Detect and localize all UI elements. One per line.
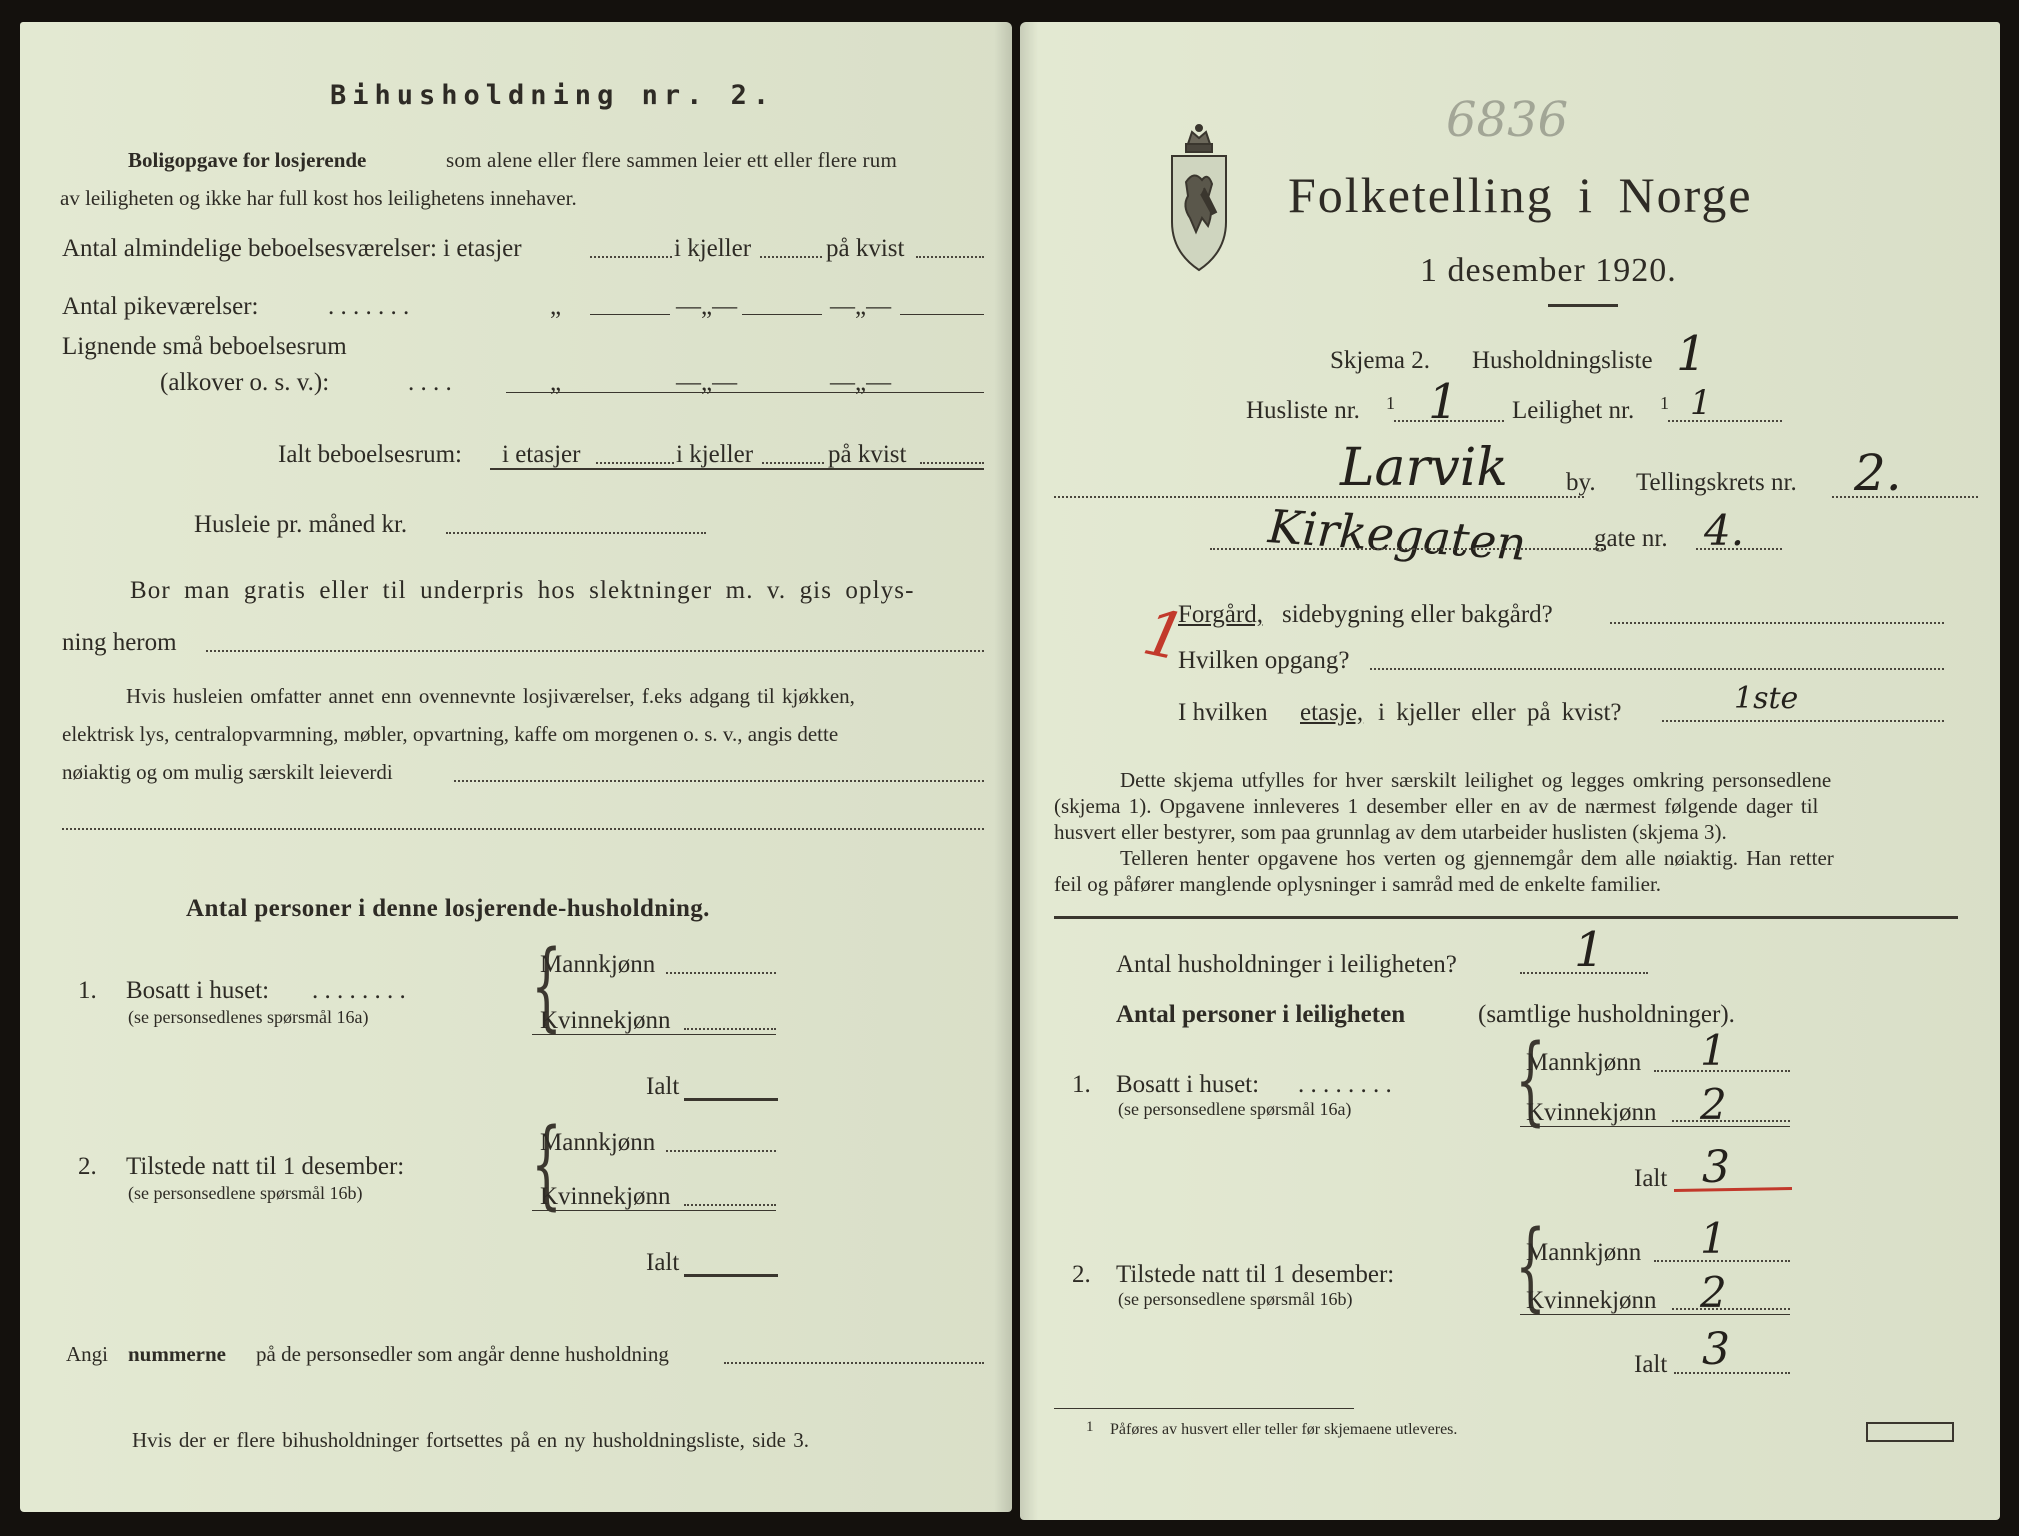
gate-blank[interactable] xyxy=(1696,548,1782,550)
instruction-line-5: feil og påfører manglende oplysninger i samråd med de enkelte familier. xyxy=(1054,872,1662,896)
r-q1-ialt-red-underline xyxy=(1674,1187,1792,1192)
r-q1-kvinne-blank[interactable] xyxy=(1672,1120,1790,1122)
rooms-label: Antal almindelige beboelsesværelser: i etasjer xyxy=(62,235,522,262)
red-pencil-mark: 1 xyxy=(1136,595,1192,677)
tellingskrets-label: Tellingskrets nr. xyxy=(1636,469,1797,496)
husliste-label: Husliste nr. xyxy=(1246,397,1360,424)
q2-kvinne-blank[interactable] xyxy=(684,1204,776,1206)
intro-line2: av leiligheten og ikke har full kost hos leilighetens innehaver. xyxy=(60,186,577,210)
pike-kjeller-blank[interactable] xyxy=(742,314,822,315)
leilighet-blank[interactable] xyxy=(1668,420,1782,422)
r-q1-label: Bosatt i huset: xyxy=(1116,1071,1260,1098)
pike-dots: . . . . . . . xyxy=(328,293,410,320)
q2-number: 2. xyxy=(78,1153,97,1180)
bihusholdning-title: Bihusholdning nr. 2. xyxy=(330,80,776,111)
r-q1-kvinne-label: Kvinnekjønn xyxy=(1526,1099,1657,1126)
fold-shadow xyxy=(994,22,1012,1512)
q1-mann-label: Mannkjønn xyxy=(540,951,656,978)
ialt-rum-etasjer-blank[interactable] xyxy=(596,462,674,464)
tellingskrets-blank[interactable] xyxy=(1832,496,1978,498)
printer-stamp-box xyxy=(1866,1422,1954,1442)
lignende-kvist-blank[interactable] xyxy=(822,392,984,393)
pike-ditto-1: „ xyxy=(550,293,562,320)
q2-label: Tilstede natt til 1 desember: xyxy=(126,1153,405,1180)
q2-kvinne-label: Kvinnekjønn xyxy=(540,1183,671,1210)
left-footer: Hvis der er flere bihusholdninger fortsettes på en ny husholdningsliste, side 3. xyxy=(132,1428,809,1452)
lignende-label-1: Lignende små beboelsesrum xyxy=(62,333,347,360)
r-q2-label: Tilstede natt til 1 desember: xyxy=(1116,1261,1395,1288)
r-q2-mann-value[interactable]: 1 xyxy=(1700,1214,1727,1263)
gate-label: gate nr. xyxy=(1594,525,1668,552)
r-q1-mann-label: Mannkjønn xyxy=(1526,1049,1642,1076)
lignende-label-2: (alkover o. s. v.): xyxy=(160,369,330,396)
q1-kvinne-label: Kvinnekjønn xyxy=(540,1007,671,1034)
forgaard-blank[interactable] xyxy=(1610,622,1944,624)
lignende-ditto-3: —„— xyxy=(830,369,892,396)
city-blank[interactable] xyxy=(1054,496,1584,498)
pike-etasjer-blank[interactable] xyxy=(590,314,670,315)
street-handwritten[interactable]: Kirkegaten xyxy=(1266,499,1528,571)
ialt-rum-etasjer-label: i etasjer xyxy=(502,441,581,468)
footnote-text: Påføres av husvert eller teller før skjemaene utleveres. xyxy=(1110,1421,1458,1438)
leilighet-label: Leilighet nr. xyxy=(1512,397,1635,424)
lignende-ditto-1: „ xyxy=(550,369,562,396)
ialt-rum-kvist-blank[interactable] xyxy=(920,462,984,464)
q2-note: (se personsedlene spørsmål 16b) xyxy=(128,1183,363,1203)
angi-bold: nummerne xyxy=(128,1342,226,1366)
q2-mann-blank[interactable] xyxy=(666,1150,776,1152)
gratis-line-2: ning herom xyxy=(62,629,177,656)
q1-note: (se personsedlenes spørsmål 16a) xyxy=(128,1007,369,1027)
antal-husholdninger-value[interactable]: 1 xyxy=(1574,922,1605,978)
husliste-footnote-mark: 1 xyxy=(1386,393,1395,413)
skjema-label: Skjema 2. xyxy=(1330,347,1430,374)
antal-husholdninger-label: Antal husholdninger i leiligheten? xyxy=(1116,951,1457,978)
q2-kvinne-rule xyxy=(532,1210,776,1211)
q1-ialt-blank[interactable] xyxy=(684,1098,778,1101)
lignende-ditto-2: —„— xyxy=(676,369,738,396)
fold-shadow xyxy=(1020,22,1038,1520)
angi-pre: Angi xyxy=(66,1342,108,1366)
census-date: 1 desember 1920. xyxy=(1420,252,1677,289)
rooms-kjeller-blank[interactable] xyxy=(760,256,822,258)
forgaard-question: sidebygning eller bakgård? xyxy=(1282,601,1553,628)
angi-rest: på de personsedler som angår denne husholdning xyxy=(256,1342,669,1366)
ialt-rum-kjeller-blank[interactable] xyxy=(762,462,824,464)
hvis-line-3: nøiaktig og om mulig særskilt leieverdi xyxy=(62,760,393,784)
lignende-dots: . . . . xyxy=(408,369,452,396)
r-q2-kvinne-label: Kvinnekjønn xyxy=(1526,1287,1657,1314)
hvis-line-2: elektrisk lys, centralopvarmning, møbler, opvartning, kaffe om morgenen o. s. v., angis dette xyxy=(62,722,839,746)
street-blank[interactable] xyxy=(1210,548,1606,550)
r-q2-brace: { xyxy=(1515,1210,1546,1322)
etasje-blank[interactable] xyxy=(1662,720,1944,722)
husleie-label: Husleie pr. måned kr. xyxy=(194,511,408,538)
q1-mann-blank[interactable] xyxy=(666,972,776,974)
forgaard-underlined: Forgård, xyxy=(1178,601,1263,628)
date-rule xyxy=(1548,304,1618,307)
r-q1-note: (se personsedlene spørsmål 16a) xyxy=(1118,1099,1352,1119)
footnote-rule xyxy=(1054,1408,1354,1409)
lignende-kjeller-blank[interactable] xyxy=(672,392,822,393)
by-label: by. xyxy=(1566,469,1596,496)
r-q2-ialt-blank[interactable] xyxy=(1674,1372,1790,1374)
etasje-answer[interactable]: 1ste xyxy=(1734,681,1799,716)
pike-kvist-blank[interactable] xyxy=(900,314,984,315)
gratis-blank[interactable] xyxy=(206,650,984,652)
r-q2-ialt-value[interactable]: 3 xyxy=(1702,1324,1730,1375)
q1-kvinne-rule xyxy=(532,1034,776,1035)
r-q2-kvinne-blank[interactable] xyxy=(1672,1308,1790,1310)
etasje-underlined: etasje, xyxy=(1300,699,1364,726)
ialt-rum-kvist-label: på kvist xyxy=(828,441,907,468)
instruction-line-4: Telleren henter opgavene hos verten og gjennemgår dem alle nøiaktig. Han retter xyxy=(1120,846,1834,870)
antal-personer-rest: (samtlige husholdninger). xyxy=(1478,1001,1735,1028)
husholdningsliste-number[interactable]: 1 xyxy=(1676,326,1707,382)
ialt-rum-underline xyxy=(490,468,984,470)
q1-brace: { xyxy=(531,930,562,1042)
archive-stamp-number: 6836 xyxy=(1446,92,1569,148)
pike-label: Antal pikeværelser: xyxy=(62,293,259,320)
q1-label: Bosatt i huset: xyxy=(126,977,270,1004)
tellingskrets-number[interactable]: 2. xyxy=(1854,444,1902,502)
r-q1-brace: { xyxy=(1515,1024,1546,1136)
q1-ialt-label: Ialt xyxy=(646,1073,680,1100)
right-page xyxy=(1020,22,2000,1520)
rooms-kvist-label: på kvist xyxy=(826,235,905,262)
r-q1-dots: . . . . . . . . xyxy=(1298,1071,1392,1098)
husholdningsliste-label: Husholdningsliste xyxy=(1472,347,1653,374)
leilighet-number[interactable]: 1 xyxy=(1690,383,1712,423)
r-q2-kvinne-value[interactable]: 2 xyxy=(1700,1268,1727,1317)
rooms-kvist-blank[interactable] xyxy=(916,256,984,258)
rooms-etasjer-blank[interactable] xyxy=(590,256,672,258)
instruction-line-2: (skjema 1). Opgavene innleveres 1 desember eller en av de nærmest følgende dager til xyxy=(1054,794,1819,818)
leieverdi-blank-2[interactable] xyxy=(62,828,984,830)
opgang-question: Hvilken opgang? xyxy=(1178,647,1350,674)
intro-rest: som alene eller flere sammen leier ett eller flere rum xyxy=(446,148,897,172)
etasje-pre: I hvilken xyxy=(1178,699,1268,726)
intro-bold: Boligopgave for losjerende xyxy=(128,148,367,172)
r-q1-ialt-value[interactable]: 3 xyxy=(1702,1142,1730,1193)
city-handwritten[interactable]: Larvik xyxy=(1340,438,1508,498)
instruction-line-1: Dette skjema utfylles for hver særskilt leilighet og legges omkring personsedlene xyxy=(1120,768,1832,792)
gate-number[interactable]: 4. xyxy=(1704,506,1745,555)
r-q2-note: (se personsedlene spørsmål 16b) xyxy=(1118,1289,1353,1309)
husliste-number[interactable]: 1 xyxy=(1428,374,1459,430)
q2-ialt-label: Ialt xyxy=(646,1249,680,1276)
pike-ditto-3: —„— xyxy=(830,293,892,320)
r-q2-mann-label: Mannkjønn xyxy=(1526,1239,1642,1266)
r-q1-ialt-label: Ialt xyxy=(1634,1165,1668,1192)
r-q1-mann-value[interactable]: 1 xyxy=(1700,1026,1727,1075)
r-q2-ialt-label: Ialt xyxy=(1634,1351,1668,1378)
ialt-rum-label: Ialt beboelsesrum: xyxy=(278,441,462,468)
etasje-question: i kjeller eller på kvist? xyxy=(1378,699,1622,726)
husleie-blank[interactable] xyxy=(446,532,706,534)
r-q2-number: 2. xyxy=(1072,1261,1091,1288)
opgang-blank[interactable] xyxy=(1370,668,1944,670)
q1-number: 1. xyxy=(78,977,97,1004)
instruction-line-3: husvert eller bestyrer, som paa grunnlag av dem utarbeider huslisten (skjema 3). xyxy=(1054,820,1727,844)
section-title: Antal personer i denne losjerende-husholdning. xyxy=(186,895,710,922)
gratis-line-1: Bor man gratis eller til underpris hos slektninger m. v. gis oplys- xyxy=(130,577,915,604)
q1-kvinne-blank[interactable] xyxy=(684,1028,776,1030)
norwegian-coat-of-arms-icon xyxy=(1168,122,1230,272)
leieverdi-blank[interactable] xyxy=(454,780,984,782)
section-divider xyxy=(1054,916,1958,919)
pike-ditto-2: —„— xyxy=(676,293,738,320)
r-q1-kvinne-rule xyxy=(1520,1126,1790,1127)
hvis-line-1: Hvis husleien omfatter annet enn ovennevnte losjiværelser, f.eks adgang til kjøkken, xyxy=(126,684,855,708)
r-q1-number: 1. xyxy=(1072,1071,1091,1098)
angi-blank[interactable] xyxy=(724,1362,984,1364)
footnote-mark: 1 xyxy=(1086,1419,1094,1435)
lignende-etasjer-blank[interactable] xyxy=(506,392,672,393)
q2-brace: { xyxy=(531,1108,562,1220)
q2-ialt-blank[interactable] xyxy=(684,1274,778,1277)
q2-mann-label: Mannkjønn xyxy=(540,1129,656,1156)
r-q2-kvinne-rule xyxy=(1520,1314,1790,1315)
antal-personer-bold: Antal personer i leiligheten xyxy=(1116,1001,1406,1028)
leilighet-footnote-mark: 1 xyxy=(1660,393,1669,413)
form-title: Folketelling i Norge xyxy=(1288,167,1753,223)
ialt-rum-kjeller-label: i kjeller xyxy=(676,441,754,468)
left-page xyxy=(20,22,1012,1512)
r-q1-kvinne-value[interactable]: 2 xyxy=(1700,1080,1727,1129)
q1-dots: . . . . . . . . xyxy=(312,977,406,1004)
rooms-kjeller-label: i kjeller xyxy=(674,235,752,262)
